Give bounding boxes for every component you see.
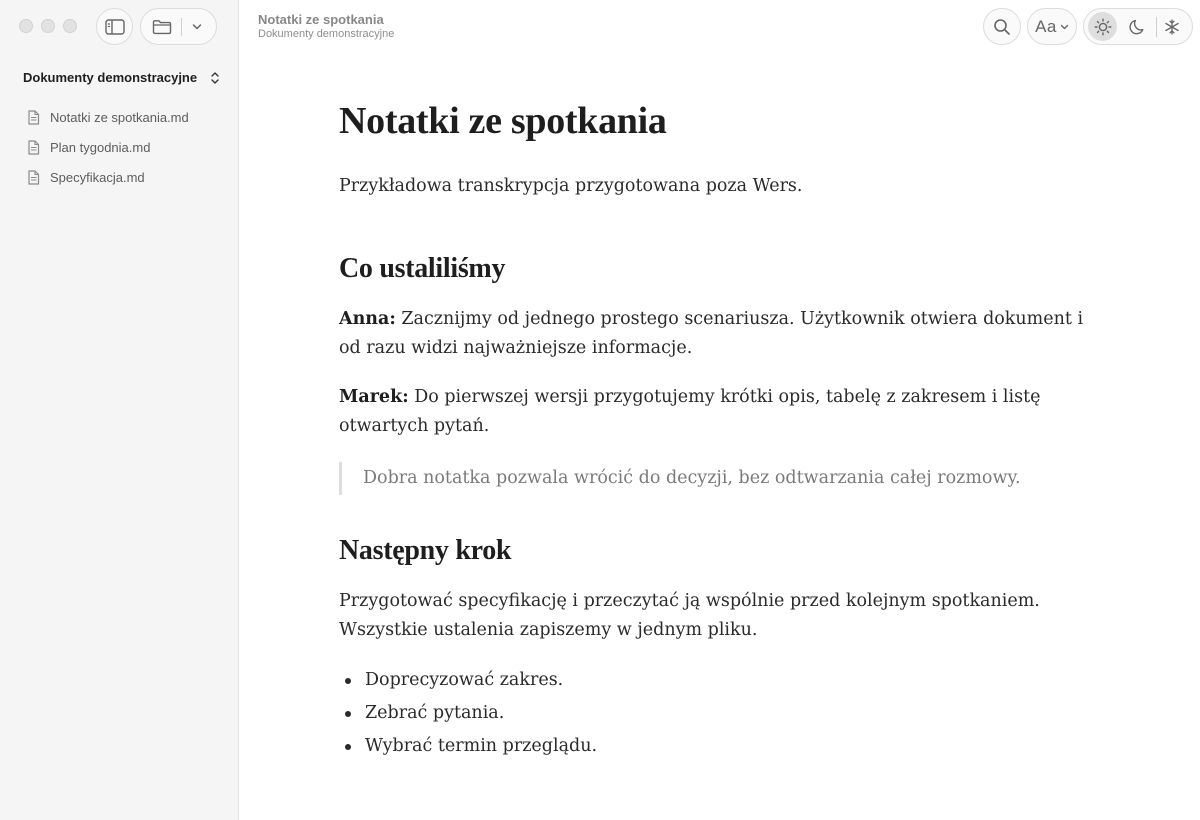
minimize-icon[interactable]: [41, 19, 55, 33]
theme-switcher: [1083, 8, 1193, 45]
dark-theme-button[interactable]: [1123, 12, 1152, 41]
divider: [1156, 17, 1157, 37]
blockquote: Dobra notatka pozwala wrócić do decyzji, bez odtwarzania całej rozmowy.: [339, 462, 1099, 495]
chevron-down-icon: [1060, 24, 1069, 30]
divider: [181, 18, 182, 36]
bullet-list: [339, 664, 1099, 763]
paragraph: [339, 305, 1099, 363]
document-icon: [27, 110, 40, 125]
folder-icon: [152, 19, 172, 35]
header-subtitle: Dokumenty demonstracyjne: [258, 28, 395, 40]
close-icon[interactable]: [19, 19, 33, 33]
window-controls: [19, 19, 77, 33]
speaker-text: Do pierwszej wersji przygotujemy krótki opis, tabelę z zakresem i listę otwartych pytań.: [339, 387, 1041, 436]
document-icon: [27, 170, 40, 185]
font-button-label: Aa: [1035, 16, 1057, 36]
file-list: [27, 102, 189, 192]
lead-paragraph: Przykładowa transkrypcja przygotowana poza Wers.: [339, 176, 803, 196]
sidebar: [0, 0, 239, 820]
file-item[interactable]: [27, 132, 189, 162]
light-theme-button[interactable]: [1088, 12, 1117, 41]
list-item: Wybrać termin przeglądu.: [365, 730, 1099, 763]
list-item: Doprecyzować zakres.: [365, 664, 1099, 697]
file-label: Specyfikacja.md: [50, 169, 145, 185]
paragraph: [339, 383, 1099, 441]
section-heading: Co ustaliliśmy: [339, 253, 506, 284]
file-label: Notatki ze spotkania.md: [50, 109, 189, 125]
file-label: Plan tygodnia.md: [50, 139, 151, 155]
zoom-icon[interactable]: [63, 19, 77, 33]
chevron-down-icon[interactable]: [191, 23, 203, 31]
document-content: [339, 96, 1099, 763]
file-item[interactable]: [27, 102, 189, 132]
search-icon: [993, 18, 1011, 36]
search-button[interactable]: [983, 8, 1021, 45]
cool-theme-button[interactable]: [1161, 12, 1183, 41]
sun-icon: [1094, 18, 1112, 36]
chevron-up-down-icon[interactable]: [210, 71, 220, 85]
speaker-name: Anna:: [339, 309, 396, 329]
toggle-sidebar-button[interactable]: [96, 8, 133, 45]
file-item[interactable]: [27, 162, 189, 192]
sidebar-toggle-icon: [105, 19, 125, 35]
sidebar-section-header[interactable]: [23, 70, 220, 85]
open-folder-button[interactable]: [140, 8, 217, 45]
list-item: Zebrać pytania.: [365, 697, 1099, 730]
document-title: Notatki ze spotkania: [339, 100, 667, 142]
document-icon: [27, 140, 40, 155]
section-heading: Następny krok: [339, 535, 512, 566]
speaker-text: Zacznijmy od jednego prostego scenariusza. Użytkownik otwiera dokument i od razu widzi najważniejsze informacje.: [339, 309, 1084, 358]
font-settings-button[interactable]: [1027, 8, 1077, 45]
speaker-name: Marek:: [339, 387, 409, 407]
header-title: Notatki ze spotkania: [258, 12, 384, 27]
paragraph: Przygotować specyfikację i przeczytać ją wspólnie przed kolejnym spotkaniem. Wszystkie ustalenia zapiszemy w jednym pliku.: [339, 591, 1040, 640]
sidebar-section-title: Dokumenty demonstracyjne: [23, 70, 198, 85]
moon-icon: [1129, 18, 1147, 36]
snowflake-icon: [1164, 19, 1180, 35]
window-title: [258, 12, 394, 41]
